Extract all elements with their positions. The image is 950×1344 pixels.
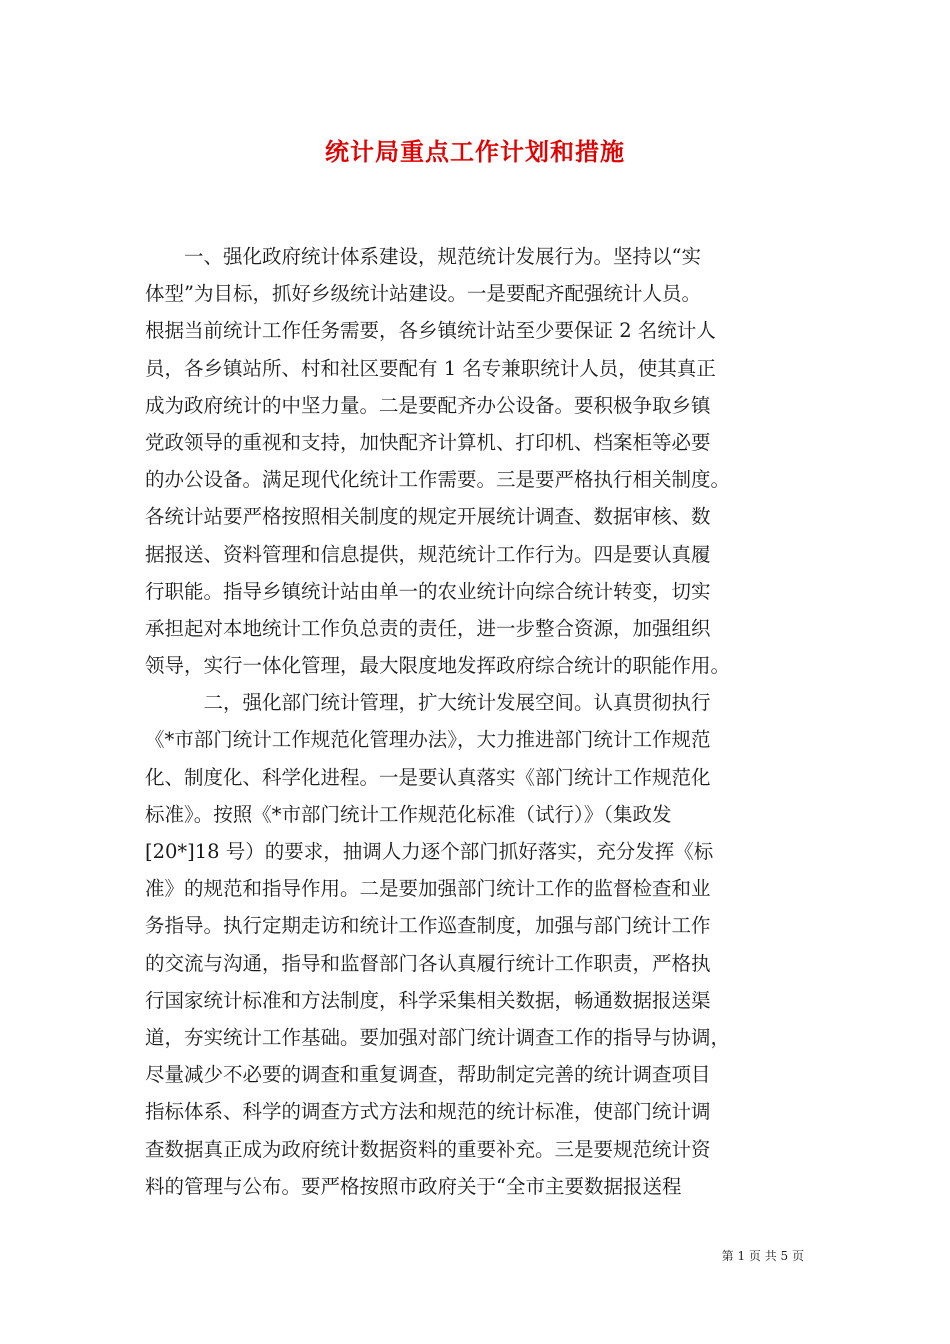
text-line: 承担起对本地统计工作负总责的责任，进一步整合资源，加强组织 — [145, 616, 711, 640]
text-line: 成为政府统计的中坚力量。二是要配齐办公设备。要积极争取乡镇 — [145, 393, 711, 417]
document-body — [145, 238, 805, 1205]
text-line: 的办公设备。满足现代化统计工作需要。三是要严格执行相关制度。 — [145, 468, 731, 492]
text-line: 根据当前统计工作任务需要，各乡镇统计站至少要保证 2 名统计人 — [145, 319, 716, 343]
text-line: 务指导。执行定期走访和统计工作巡查制度，加强与部门统计工作 — [145, 914, 711, 938]
text-line: 查数据真正成为政府统计数据资料的重要补充。三是要规范统计资 — [145, 1137, 711, 1161]
text-line: 据报送、资料管理和信息提供，规范统计工作行为。四是要认真履 — [145, 542, 711, 566]
document-title: 统计局重点工作计划和措施 — [325, 137, 625, 166]
text-line: 行国家统计标准和方法制度，科学采集相关数据，畅通数据报送渠 — [145, 988, 711, 1012]
text-line: 行职能。指导乡镇统计站由单一的农业统计向综合统计转变，切实 — [145, 579, 711, 603]
text-line: 化、制度化、科学化进程。一是要认真落实《部门统计工作规范化 — [145, 765, 711, 789]
text-line: 体型”为目标，抓好乡级统计站建设。一是要配齐配强统计人员。 — [145, 282, 701, 306]
text-line: 标准》。按照《*市部门统计工作规范化标准（试行）》（集政发 — [145, 802, 672, 826]
text-line: 领导，实行一体化管理，最大限度地发挥政府综合统计的职能作用。 — [145, 654, 731, 678]
text-line: 各统计站要严格按照相关制度的规定开展统计调查、数据审核、数 — [145, 505, 711, 529]
text-line: 一、强化政府统计体系建设，规范统计发展行为。坚持以“实 — [145, 245, 701, 268]
text-line: 《*市部门统计工作规范化管理办法》，大力推进部门统计工作规范 — [145, 728, 711, 752]
text-line: 党政领导的重视和支持，加快配齐计算机、打印机、档案柜等必要 — [145, 430, 711, 454]
text-line: 道，夯实统计工作基础。要加强对部门统计调查工作的指导与协调， — [145, 1025, 731, 1049]
text-line: 准》的规范和指导作用。二是要加强部门统计工作的监督检查和业 — [145, 877, 711, 901]
text-line: [20*]18 号）的要求，抽调人力逐个部门抓好落实，充分发挥《标 — [145, 840, 714, 863]
text-line: 二，强化部门统计管理，扩大统计发展空间。认真贯彻执行 — [145, 691, 711, 715]
text-line: 员，各乡镇站所、村和社区要配有 1 名专兼职统计人员，使其真正 — [145, 356, 716, 380]
text-line: 指标体系、科学的调查方式方法和规范的统计标准，使部门统计调 — [145, 1100, 711, 1124]
text-line: 的交流与沟通，指导和监督部门各认真履行统计工作职责，严格执 — [145, 951, 711, 975]
text-line: 尽量减少不必要的调查和重复调查，帮助制定完善的统计调查项目 — [145, 1063, 711, 1087]
page-footer: 第 1 页 共 5 页 — [721, 1249, 804, 1263]
text-line: 料的管理与公布。要严格按照市政府关于“全市主要数据报送程 — [145, 1174, 682, 1198]
